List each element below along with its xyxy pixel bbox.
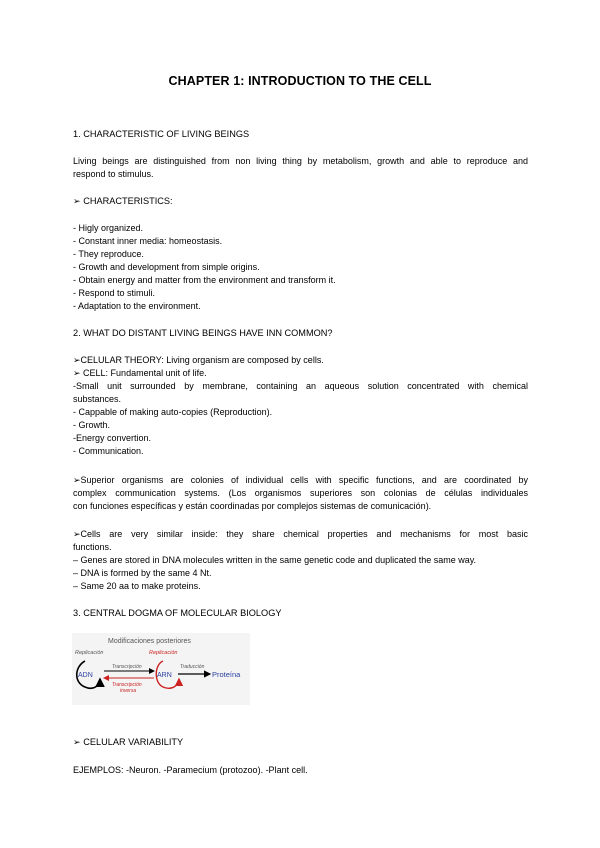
reverse-transcription-label: Transcripción	[112, 682, 142, 688]
page-title: CHAPTER 1: INTRODUCTION TO THE CELL	[168, 74, 432, 88]
paragraph-line: - Cappable of making auto-copies (Reproduction).	[73, 407, 273, 417]
replication-label-mid: Replicación	[149, 650, 178, 656]
transcription-label: Transcripción	[112, 664, 142, 670]
arn-label: ARN	[157, 672, 172, 679]
section-3-heading: 3. CENTRAL DOGMA OF MOLECULAR BIOLOGY	[73, 608, 282, 618]
paragraph-line: functions.	[73, 542, 112, 552]
section-2-heading: 2. WHAT DO DISTANT LIVING BEINGS HAVE INN COMMON?	[73, 328, 333, 338]
list-item: - Higly organized.	[73, 223, 144, 233]
paragraph-line: -Small unit surrounded by membrane, containing an aqueous solution concentrated with chemical	[73, 381, 528, 391]
paragraph-line: respond to stimulus.	[73, 169, 154, 179]
list-item: - Growth and development from simple origins.	[73, 262, 260, 272]
paragraph-line: con funciones específicas y están coordinadas por complejos sistemas de comunicación).	[73, 501, 432, 511]
paragraph-line: complex communication systems. (Los organismos superiores son colonias de células individuales	[73, 488, 528, 498]
section-1-heading: 1. CHARACTERISTIC OF LIVING BEINGS	[73, 129, 250, 139]
cellular-variability-heading: ➢ CELULAR VARIABILITY	[73, 737, 184, 747]
paragraph-line: – DNA is formed by the same 4 Nt.	[73, 568, 212, 578]
paragraph-line: substances.	[73, 394, 122, 404]
replication-label-left: Replicación	[75, 650, 104, 656]
central-dogma-svg	[72, 633, 250, 705]
central-dogma-diagram	[72, 633, 250, 705]
examples-line: EJEMPLOS: -Neuron. -Paramecium (protozoo). -Plant cell.	[73, 765, 308, 775]
list-item: - Respond to stimuli.	[73, 288, 156, 298]
paragraph-line: ➢Superior organisms are colonies of individual cells with specific functions, and are coordinated by	[73, 475, 528, 485]
paragraph-line: ➢ CELL: Fundamental unit of life.	[73, 368, 207, 378]
paragraph-line: – Same 20 aa to make proteins.	[73, 581, 201, 591]
list-item: - Constant inner media: homeostasis.	[73, 236, 223, 246]
list-item: - They reproduce.	[73, 249, 144, 259]
paragraph-line: ➢CELULAR THEORY: Living organism are composed by cells.	[73, 355, 324, 365]
paragraph-line: -Energy convertion.	[73, 433, 152, 443]
adn-label: ADN	[78, 672, 93, 679]
characteristics-heading: ➢ CHARACTERISTICS:	[73, 196, 173, 206]
reverse-transcription-label-2: inversa	[120, 688, 137, 694]
paragraph-line: ➢Cells are very similar inside: they share chemical properties and mechanisms for most basic	[73, 529, 528, 539]
protein-label: Proteína	[212, 670, 241, 679]
paragraph-line: - Communication.	[73, 446, 144, 456]
translation-label: Traducción	[180, 664, 205, 670]
paragraph-line: Living beings are distinguished from non living thing by metabolism, growth and able to reproduce and	[73, 156, 528, 166]
diagram-header-label: Modificaciones posteriores	[108, 638, 191, 645]
paragraph-line: - Growth.	[73, 420, 111, 430]
list-item: - Adaptation to the environment.	[73, 301, 201, 311]
paragraph-line: – Genes are stored in DNA molecules written in the same genetic code and duplicated the same way.	[73, 555, 477, 565]
list-item: - Obtain energy and matter from the environment and transform it.	[73, 275, 336, 285]
